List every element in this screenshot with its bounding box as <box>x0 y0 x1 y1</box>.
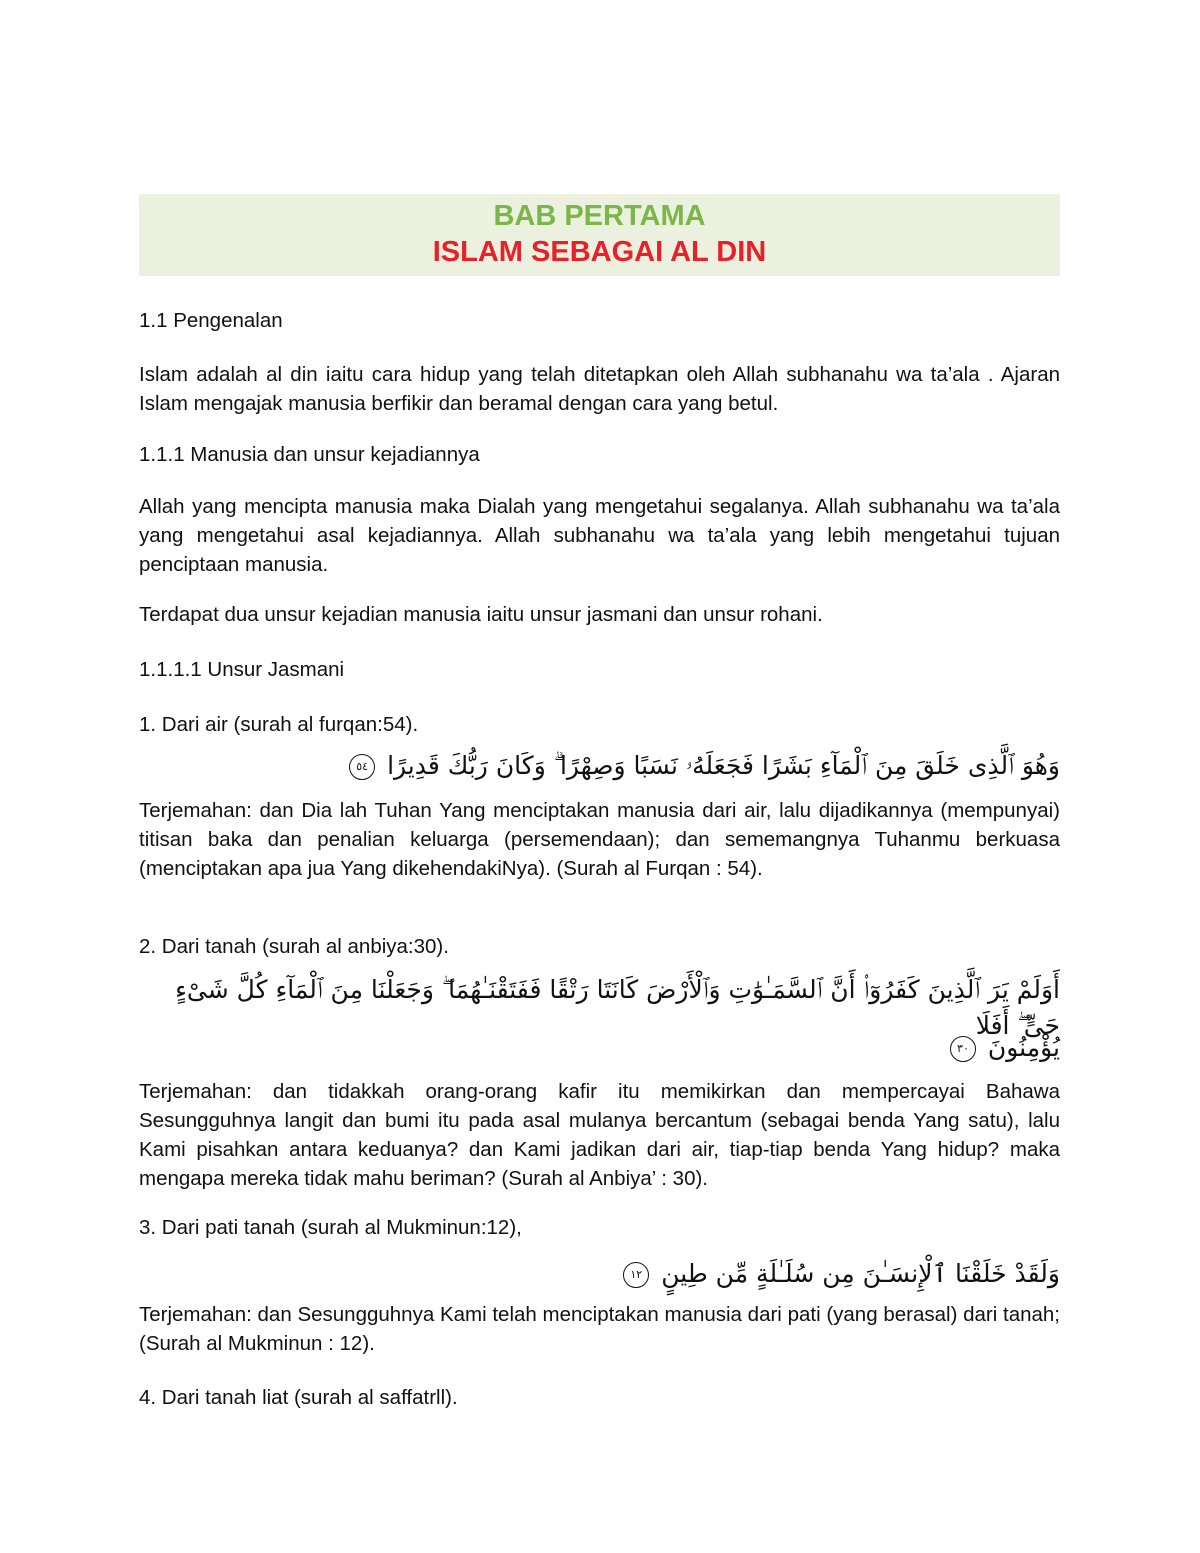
item-heading-tanah-liat: 4. Dari tanah liat (surah al saffatrll). <box>139 1386 458 1409</box>
item-heading-pati-tanah: 3. Dari pati tanah (surah al Mukminun:12), <box>139 1216 522 1239</box>
arabic-verse-furqan <box>139 748 1060 784</box>
arabic-verse-anbiya-line2 <box>139 1030 1060 1066</box>
section-heading-jasmani: 1.1.1.1 Unsur Jasmani <box>139 658 345 681</box>
section-heading-pengenalan: 1.1 Pengenalan <box>139 309 283 332</box>
chapter-title-box <box>139 194 1060 276</box>
section-heading-manusia: 1.1.1 Manusia dan unsur kejadiannya <box>139 443 480 466</box>
chapter-number: BAB PERTAMA <box>493 200 706 232</box>
chapter-title: ISLAM SEBAGAI AL DIN <box>432 236 767 268</box>
arabic-verse-text: أَوَلَمْ يَرَ ٱلَّذِينَ كَفَرُوٓا۟ أَنَّ ٱلسَّمَـٰوَٰتِ وَٱلْأَرْضَ كَانَتَا رَتْقًا فَفَتَقْنَـٰهُمَا ۖ وَجَعَلْنَا مِنَ ٱلْمَآءِ كُلَّ شَىْءٍ حَىٍّ ۖ أَفَلَا <box>175 975 1060 1040</box>
arabic-verse-text: وَهُوَ ٱلَّذِى خَلَقَ مِنَ ٱلْمَآءِ بَشَرًا فَجَعَلَهُۥ نَسَبًا وَصِهْرًا ۗ وَكَانَ رَبُّكَ قَدِيرًا <box>387 751 1060 780</box>
ayah-number-mark: ٥٤ <box>349 754 375 780</box>
paragraph-unsur: Terdapat dua unsur kejadian manusia iaitu unsur jasmani dan unsur rohani. <box>139 603 823 626</box>
paragraph-manusia: Allah yang mencipta manusia maka Dialah yang mengetahui segalanya. Allah subhanahu wa ta’ala yang mengetahui asal kejadiannya. Allah subhanahu wa ta’ala yang lebih mengetahui tujuan penciptaan manusia. <box>139 495 1060 576</box>
paragraph-pengenalan: Islam adalah al din iaitu cara hidup yang telah ditetapkan oleh Allah subhanahu wa ta’ala . Ajaran Islam mengajak manusia berfikir dan beramal dengan cara yang betul. <box>139 363 1060 415</box>
translation-furqan: Terjemahan: dan Dia lah Tuhan Yang menciptakan manusia dari air, lalu dijadikannya (mempunyai) titisan baka dan penalian keluarga (persemendaan); dan sememangnya Tuhanmu berkuasa (menciptakan apa jua Yang dikehendakiNya). (Surah al Furqan : 54). <box>139 799 1060 880</box>
ayah-number-mark: ١٢ <box>623 1262 649 1288</box>
item-heading-air: 1. Dari air (surah al furqan:54). <box>139 713 419 736</box>
arabic-verse-text: وَلَقَدْ خَلَقْنَا ٱلْإِنسَـٰنَ مِن سُلَـٰلَةٍ مِّن طِينٍ <box>661 1259 1060 1288</box>
arabic-verse-text: يُؤْمِنُونَ <box>987 1033 1060 1062</box>
item-heading-tanah: 2. Dari tanah (surah al anbiya:30). <box>139 935 449 958</box>
translation-anbiya: Terjemahan: dan tidakkah orang-orang kafir itu memikirkan dan mempercayai Bahawa Sesungguhnya langit dan bumi itu pada asal mulanya bercantum (sebagai benda Yang satu), lalu Kami pisahkan antara keduanya? dan Kami jadikan dari air, tiap-tiap benda Yang hidup? maka mengapa mereka tidak mahu beriman? (Surah al Anbiya’ : 30). <box>139 1080 1060 1190</box>
ayah-number-mark: ٣٠ <box>950 1036 976 1062</box>
translation-mukminun: Terjemahan: dan Sesungguhnya Kami telah menciptakan manusia dari pati (yang berasal) dari tanah; (Surah al Mukminun : 12). <box>139 1303 1060 1355</box>
arabic-verse-mukminun <box>139 1256 1060 1292</box>
